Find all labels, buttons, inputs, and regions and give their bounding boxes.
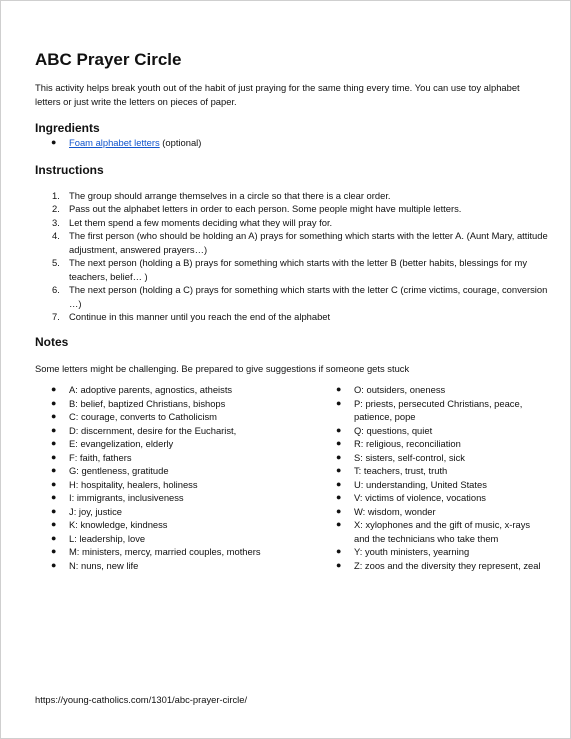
list-item xyxy=(35,545,320,559)
bullet-icon: ● xyxy=(336,546,342,556)
list-item xyxy=(35,136,545,150)
bullet-icon: ● xyxy=(51,424,57,435)
ingredient-note: (optional) xyxy=(159,137,202,148)
note-text: E: evangelization, elderly xyxy=(69,438,174,449)
instructions-list xyxy=(35,189,548,324)
list-item xyxy=(35,464,320,478)
note-text: W: wisdom, wonder xyxy=(354,505,436,517)
note-text: N: nuns, new life xyxy=(69,559,139,571)
list-item xyxy=(320,424,545,438)
bullet-icon: ● xyxy=(51,384,57,394)
list-item xyxy=(35,559,320,573)
note-text: L: leadership, love xyxy=(69,532,146,544)
bullet-icon: ● xyxy=(51,519,57,529)
bullet-icon: ● xyxy=(336,478,342,489)
step-text: Let them spend a few moments deciding what they will pray for. xyxy=(69,216,333,228)
list-item xyxy=(320,545,545,559)
list-item xyxy=(320,397,545,424)
note-text: Z: zoos and the diversity they represent, zeal xyxy=(354,559,541,571)
list-item xyxy=(320,559,545,573)
list-item xyxy=(35,424,320,438)
step-text: The group should arrange themselves in a circle so that there is a clear order. xyxy=(69,189,391,201)
bullet-icon: ● xyxy=(336,438,342,448)
instruction-step xyxy=(35,256,549,283)
step-text: The first person (who should be holding an A) prays for something which starts with the letter A. (Aunt Mary, attitude adjustment, answered prayers…) xyxy=(69,230,548,255)
instruction-step xyxy=(35,310,549,324)
bullet-icon: ● xyxy=(336,465,342,475)
note-text: J: joy, justice xyxy=(69,505,122,517)
bullet-icon: ● xyxy=(51,438,57,448)
bullet-icon: ● xyxy=(336,519,342,529)
list-item xyxy=(35,383,320,397)
page-title: ABC Prayer Circle xyxy=(35,50,182,69)
note-text: B: belief, baptized Christians, bishops xyxy=(69,397,226,409)
note-text: O: outsiders, oneness xyxy=(354,384,446,395)
notes-heading: Notes xyxy=(35,334,69,349)
list-item xyxy=(320,451,545,465)
footer-url: https://young-catholics.com/1301/abc-prayer-circle/ xyxy=(35,694,248,705)
note-text: M: ministers, mercy, married couples, mothers xyxy=(69,546,261,557)
note-text: V: victims of violence, vocations xyxy=(354,492,486,503)
bullet-icon: ● xyxy=(51,559,57,570)
note-text: Y: youth ministers, yearning xyxy=(354,546,470,557)
bullet-icon: ● xyxy=(51,478,57,489)
intro-paragraph: This activity helps break youth out of the habit of just praying for the same thing every time. You can use toy alphabet letters or just write the letters on pieces of paper. xyxy=(35,82,520,107)
bullet-icon: ● xyxy=(51,505,57,516)
note-text: G: gentleness, gratitude xyxy=(69,465,169,476)
list-item xyxy=(320,505,545,519)
step-text: Pass out the alphabet letters in order to each person. Some people might have multiple letters. xyxy=(69,203,462,214)
step-text: The next person (holding a B) prays for something which starts with the letter B (better habits, blessings for my teachers, belief… ) xyxy=(69,257,528,282)
list-item xyxy=(35,532,320,546)
instructions-heading: Instructions xyxy=(35,162,104,177)
list-item xyxy=(320,491,545,505)
step-text: Continue in this manner until you reach the end of the alphabet xyxy=(69,311,331,322)
list-item xyxy=(320,464,545,478)
list-item xyxy=(35,478,320,492)
bullet-icon: ● xyxy=(51,492,57,502)
list-item xyxy=(35,518,320,532)
note-text: D: discernment, desire for the Eucharist, xyxy=(69,424,237,436)
step-number: 5. xyxy=(52,257,60,268)
note-text: T: teachers, trust, truth xyxy=(354,465,448,476)
foam-letters-link[interactable]: Foam alphabet letters xyxy=(69,137,160,148)
step-text: The next person (holding a C) prays for something which starts with the letter C (crime victims, courage, conversion …) xyxy=(69,284,548,309)
instruction-step xyxy=(35,202,549,216)
list-item xyxy=(320,437,545,451)
bullet-icon: ● xyxy=(336,424,342,435)
note-text: K: knowledge, kindness xyxy=(69,519,168,530)
note-text: X: xylophones and the gift of music, x-rays and the technicians who take them xyxy=(354,519,531,544)
bullet-icon: ● xyxy=(51,465,57,475)
bullet-icon: ● xyxy=(51,546,57,556)
notes-right-list xyxy=(320,383,545,572)
note-text: P: priests, persecuted Christians, peace, patience, pope xyxy=(354,397,523,422)
list-item xyxy=(320,518,545,545)
step-number: 6. xyxy=(52,284,60,295)
list-item xyxy=(35,437,320,451)
list-item xyxy=(320,383,545,397)
step-number: 1. xyxy=(52,189,60,201)
bullet-icon: ● xyxy=(336,397,342,408)
list-item xyxy=(35,505,320,519)
list-item xyxy=(35,491,320,505)
step-number: 3. xyxy=(52,216,60,228)
bullet-icon: ● xyxy=(336,559,342,570)
note-text: C: courage, converts to Catholicism xyxy=(69,411,217,422)
note-text: U: understanding, United States xyxy=(354,478,487,490)
note-text: A: adoptive parents, agnostics, atheists xyxy=(69,384,233,395)
bullet-icon: ● xyxy=(51,451,57,462)
note-text: Q: questions, quiet xyxy=(354,424,433,436)
instruction-step xyxy=(35,216,549,230)
list-item xyxy=(35,410,320,424)
ingredients-heading: Ingredients xyxy=(35,121,100,135)
ingredients-list xyxy=(35,136,545,150)
bullet-icon: ● xyxy=(51,397,57,408)
list-item xyxy=(320,478,545,492)
step-number: 2. xyxy=(52,203,60,214)
note-text: I: immigrants, inclusiveness xyxy=(69,492,184,503)
bullet-icon: ● xyxy=(336,492,342,502)
document-content xyxy=(35,49,548,572)
list-item xyxy=(35,451,320,465)
bullet-icon: ● xyxy=(336,451,342,462)
note-text: F: faith, fathers xyxy=(69,451,132,463)
notes-columns xyxy=(35,383,545,572)
bullet-icon: ● xyxy=(51,532,57,543)
note-text: H: hospitality, healers, holiness xyxy=(69,478,198,490)
instruction-step xyxy=(35,189,549,203)
step-number: 4. xyxy=(52,230,60,241)
notes-left-list xyxy=(35,383,320,572)
instruction-step xyxy=(35,283,549,310)
notes-intro: Some letters might be challenging. Be prepared to give suggestions if someone gets stuck xyxy=(35,362,410,374)
instruction-step xyxy=(35,229,549,256)
list-item xyxy=(35,397,320,411)
bullet-icon: ● xyxy=(51,411,57,421)
step-number: 7. xyxy=(52,311,60,322)
note-text: R: religious, reconciliation xyxy=(354,438,461,449)
bullet-icon: ● xyxy=(51,137,57,147)
bullet-icon: ● xyxy=(336,384,342,394)
note-text: S: sisters, self-control, sick xyxy=(354,451,465,463)
bullet-icon: ● xyxy=(336,505,342,516)
